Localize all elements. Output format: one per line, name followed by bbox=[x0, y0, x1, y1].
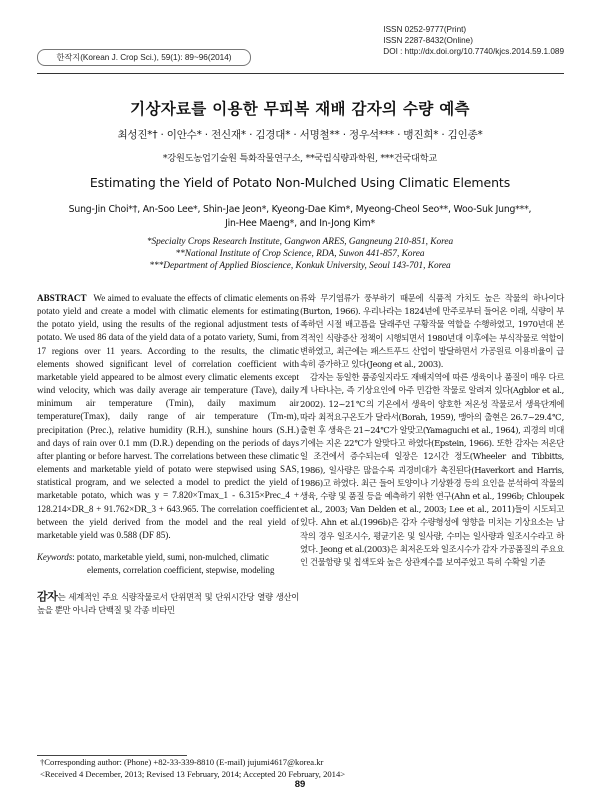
right-column bbox=[300, 292, 564, 569]
affiliations-korean: *강원도농업기술원 특화작물연구소, **국립식량과학원, ***건국대학교 bbox=[162, 153, 438, 164]
issn-print: ISSN 0252-9777(Print) bbox=[383, 25, 467, 34]
abstract-label: ABSTRACT bbox=[37, 293, 87, 303]
affiliation-line: ***Department of Applied Bioscience, Konkuk University, Seoul 143-701, Korea bbox=[149, 261, 451, 271]
intro-paragraph: 감자는 동일한 품종일지라도 재배지역에 따른 생육이나 품질이 매우 다르게 나타나는, 즉 기상요인에 아주 민감한 작물로 알려져 있다(Agblor et al., 2002). 12~21℃의 기온에서 생육이 양호한 저온성 작물로서 생육단계에 따라 최적요구온도가 달라서(Borah, 1959), 맹아의 출현은 26.7~29.4℃, 출현 후 생육은 21~24℃가 알맞고(Yamaguchi et al., 1964), 괴경의 비대기에는 지온 22℃가 알맞다고 하였다(Epstein, 1966). 또한 감자는 저온단일 조건에서 증수되는데 일장은 12시간 정도(Wheeler and Tibbitts, 1986), 일사량은 많을수록 괴경비대가 촉진된다(Haverkort and Harris, 1986)고 하였다. 최근 들어 토양이나 기상환경 등의 요인을 분석하여 작물의 생육, 수량 및 품질 등을 예측하기 위한 연구(Ahn et al., 1996b; Chloupek et al., 2003; Van Delden et al., 2003; Lee et al., 2011)들이 시도되고 있다. Ahn et al.(1996b)은 감자 수량형성에 영향을 미치는 기상요소는 남작의 경우 일조시수, 평균기온 및 일사량, 수미는 일사량과 일조시수라고 하였다. Jeong et al.(2003)은 최저온도와 일조시수가 감자 가공품질의 주요요인 건물함량 및 칩색도와 높은 상관계수를 보여주었고 특히 수확일 기준 bbox=[300, 372, 564, 568]
abstract-text: We aimed to evaluate the effects of climatic elements on potato yield and create a model with climatic elements for estimating the potato yield, using the results of the regional adjustment tests of potato. We used 86 data of the yield data of a potato variety, Sumi, from 17 regions over 11 years. According to the results, the climatic elements showed significant level of correlation coefficient with marketable yield appeared to be almost every climatic elements except wind velocity, which was daily average air temperature (Tave), daily minimum air temperature (Tmin), daily maximum air temperature(Tmax), daily range of air temperature (Tm-m), precipitation (Prec.), relative humidity (R.H.), sunshine hours (S.H.) and days of rain over 0.1 mm (D.R.) depending on the periods of days after planting or before harvest. The correlations between these climatic elements and marketable yield of potato were stepwised using SAS, statistical program, and we selected a model to predict the yield of marketable potato, which was y = 7.820×Tmax_1 - 6.315×Prec_4 + 128.214×DR_8 + 91.762×DR_3 + 643.965. The correlation coefficient between the yield derived from the model and the real yield of marketable yield was 0.588 (DF 85). bbox=[37, 293, 299, 540]
keywords-line: elements, correlation coefficient, stepwise, modeling bbox=[87, 564, 275, 575]
doi-link[interactable]: DOI : http://dx.doi.org/10.7740/kjcs.2014.59.1.089 bbox=[383, 47, 564, 56]
keywords-label: Keywords bbox=[37, 551, 73, 562]
keywords-line: : potato, marketable yield, sumi, non-mulched, climatic bbox=[72, 551, 269, 562]
page-number: 89 bbox=[294, 779, 306, 790]
title-korean: 기상자료를 이용한 무피복 재배 감자의 수량 예측 bbox=[130, 100, 470, 118]
title-english: Estimating the Yield of Potato Non-Mulched Using Climatic Elements bbox=[89, 175, 511, 190]
left-column bbox=[37, 292, 299, 617]
abstract bbox=[37, 292, 299, 542]
keywords bbox=[37, 551, 299, 577]
corresponding-author: †Corresponding author: (Phone) +82-33-339-8810 (E-mail) jujumi4617@korea.kr bbox=[40, 757, 324, 767]
intro-paragraph-start bbox=[37, 590, 299, 617]
intro-text: 는 세계적인 주요 식량작물로서 단위면적 및 단위시간당 열량 생산이 높을 뿐만 아니라 단백질 및 각종 비타민 bbox=[37, 591, 299, 616]
affiliations-english bbox=[40, 236, 560, 272]
authors-english-line: Jin-Hee Maeng*, and In-Jong Kim* bbox=[225, 218, 375, 229]
authors-english bbox=[40, 203, 560, 231]
intro-dropcap: 감자 bbox=[37, 589, 58, 603]
footnote-divider bbox=[37, 755, 187, 756]
footnote bbox=[40, 757, 345, 780]
journal-citation: 한작지(Korean J. Crop Sci.), 59(1): 89~96(2014) bbox=[37, 49, 251, 66]
affiliation-line: *Specialty Crops Research Institute, Gangwon ARES, Gangneung 210-851, Korea bbox=[146, 237, 454, 247]
authors-korean: 최성진*† · 이안수* · 전신재* · 김경대* · 서명철** · 정우석*** · 맹진희* · 김인종* bbox=[117, 129, 483, 141]
intro-paragraph: 류와 무기염류가 풍부하기 때문에 식품적 가치도 높은 작물의 하나이다(Burton, 1966). 우리나라는 1824년에 만주로부터 들어온 이래, 식량이 부족하던 시절 배고픔을 달래주던 구황작물 역할을 수행하였고, 1970년대 본격적인 식량증산 정책이 시행되면서 1980년대 이후에는 부식작물로 역할이 변하였고, 최근에는 패스트푸드 산업이 발달하면서 가공원료 이용비율이 급속히 증가하고 있다(Jeong et al., 2003). bbox=[300, 293, 564, 370]
received-dates: <Received 4 December, 2013; Revised 13 February, 2014; Accepted 20 February, 2014> bbox=[40, 768, 346, 779]
header-divider bbox=[37, 73, 564, 74]
journal-identifiers bbox=[383, 24, 564, 57]
affiliation-line: **National Institute of Crop Science, RDA, Suwon 441-857, Korea bbox=[175, 249, 425, 259]
issn-online: ISSN 2287-8432(Online) bbox=[383, 36, 473, 45]
authors-english-line: Sung-Jin Choi*†, An-Soo Lee*, Shin-Jae Jeon*, Kyeong-Dae Kim*, Myeong-Cheol Seo**, Woo-Suk Jung***, bbox=[68, 204, 532, 215]
